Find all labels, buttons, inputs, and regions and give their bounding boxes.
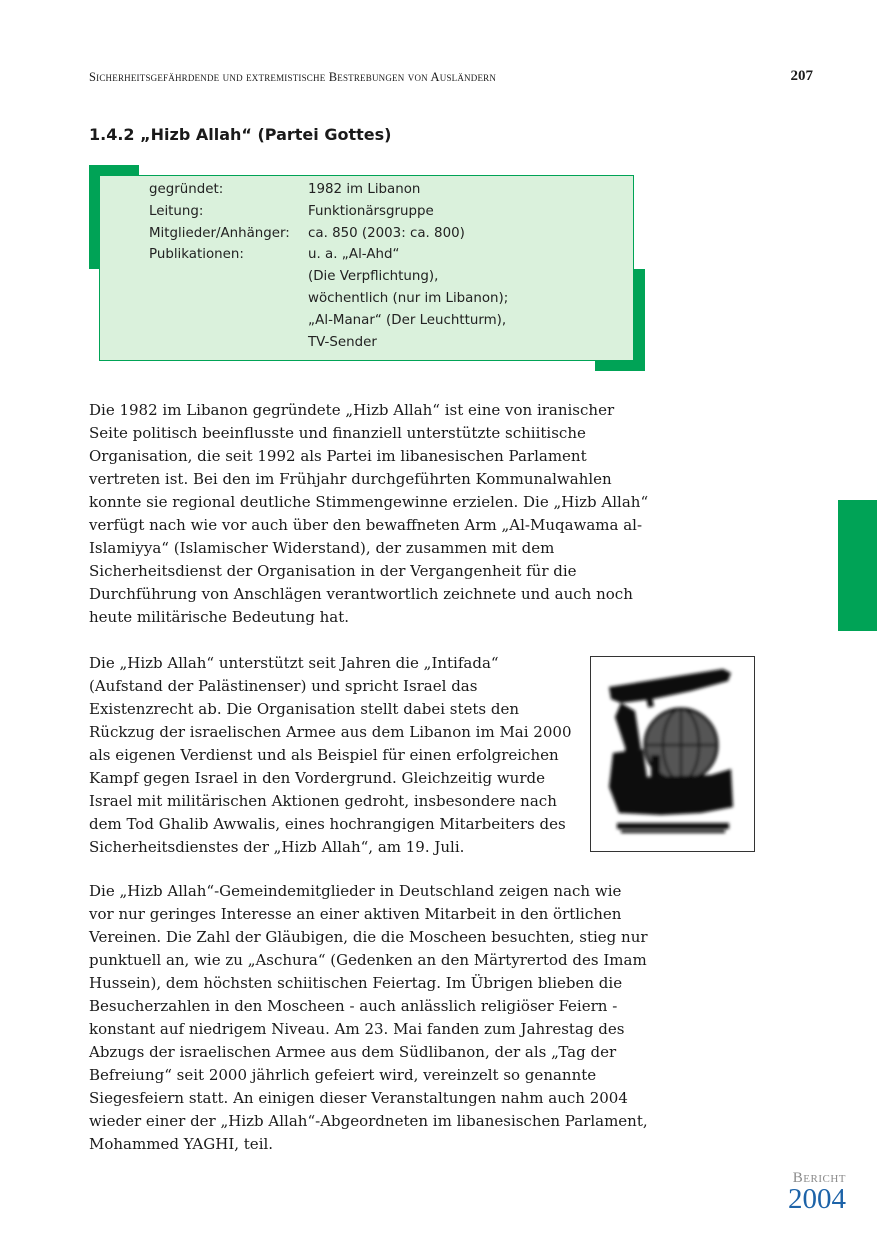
fact-box [99, 175, 634, 361]
footer-report-year: 2004 [788, 1183, 846, 1215]
running-header [89, 68, 813, 88]
page-number: 207 [790, 68, 813, 84]
section-heading: 1.4.2 „Hizb Allah“ (Partei Gottes) [89, 125, 392, 144]
publications-line: wöchentlich (nur im Libanon); [308, 291, 509, 306]
hizb-allah-logo-icon [591, 657, 754, 851]
paragraph-2: Die „Hizb Allah“ unterstützt seit Jahren die „Intifada“ (Aufstand der Palästinenser) und spricht Israel das Existenzrecht ab. Die Organisation stellt dabei stets den Rückzug der israelischen Armee aus dem Libanon im Mai 2000 als eigenen Verdienst und als Beispiel für einen erfolgreichen Kampf gegen Israel in den Vordergrund. Gleichzeitig wurde Israel mit militärischen Aktionen gedroht, insbesondere nach dem Tod Ghalib Awwalis, eines hochrangigen Mitarbeiters des Sicherheitsdienstes der „Hizb Allah“, am 19. Juli. [89, 654, 572, 856]
founded-label: gegründet: [149, 182, 224, 197]
leadership-value: Funktionärsgruppe [308, 204, 434, 219]
members-value: ca. 850 (2003: ca. 800) [308, 226, 465, 241]
chapter-tab-marker [838, 500, 877, 631]
publications-line: (Die Verpflichtung), [308, 269, 439, 284]
leadership-label: Leitung: [149, 204, 204, 219]
running-header-title: Sicherheitsgefährdende und extremistische Bestrebungen von Ausländern [89, 70, 497, 84]
publications-label: Publikationen: [149, 247, 244, 262]
publications-line: TV-Sender [308, 335, 377, 350]
publications-line: „Al-Manar“ (Der Leuchtturm), [308, 313, 507, 328]
footer-report-label: Bericht [792, 1170, 846, 1186]
organization-logo [590, 656, 755, 852]
paragraph-3: Die „Hizb Allah“-Gemeindemitglieder in Deutschland zeigen nach wie vor nur geringes Interesse an einer aktiven Mitarbeit in den örtlichen Vereinen. Die Zahl der Gläubigen, die die Moscheen besuchten, stieg nur punktuell an, wie zu „Aschura“ (Gedenken an den Märtyrertod des Imam Hussein), dem höchsten schiitischen Feiertag. Im Übrigen blieben die Besucherzahlen in den Moscheen - auch anlässlich religiöser Feiern - konstant auf niedrigem Niveau. Am 23. Mai fanden zum Jahrestag des Abzugs der israelischen Armee aus dem Südlibanon, der als „Tag der Befreiung“ seit 2000 jährlich gefeiert wird, vereinzelt so genannte Siegesfeiern statt. An einigen dieser Veranstaltungen nahm auch 2004 wieder einer der „Hizb Allah“-Abgeordneten im libanesischen Parlament, Mohammed YAGHI, teil. [89, 882, 648, 1153]
paragraph-1: Die 1982 im Libanon gegründete „Hizb Allah“ ist eine von iranischer Seite politisch beeinflusste und finanziell unterstützte schiitische Organisation, die seit 1992 als Partei im libanesischen Parlament vertreten ist. Bei den im Frühjahr durchgeführten Kommunalwahlen konnte sie regional deutliche Stimmengewinne erzielen. Die „Hizb Allah“ verfügt nach wie vor auch über den bewaffneten Arm „Al-Muqawama al-Islamiyya“ (Islamischer Widerstand), der zusammen mit dem Sicherheitsdienst der Organisation in der Vergangenheit für die Durchführung von Anschlägen verantwortlich zeichnete und auch noch heute militärische Bedeutung hat. [89, 401, 649, 626]
members-label: Mitglieder/Anhänger: [149, 226, 290, 241]
founded-value: 1982 im Libanon [308, 182, 421, 197]
publications-line: u. a. „Al-Ahd“ [308, 247, 400, 262]
